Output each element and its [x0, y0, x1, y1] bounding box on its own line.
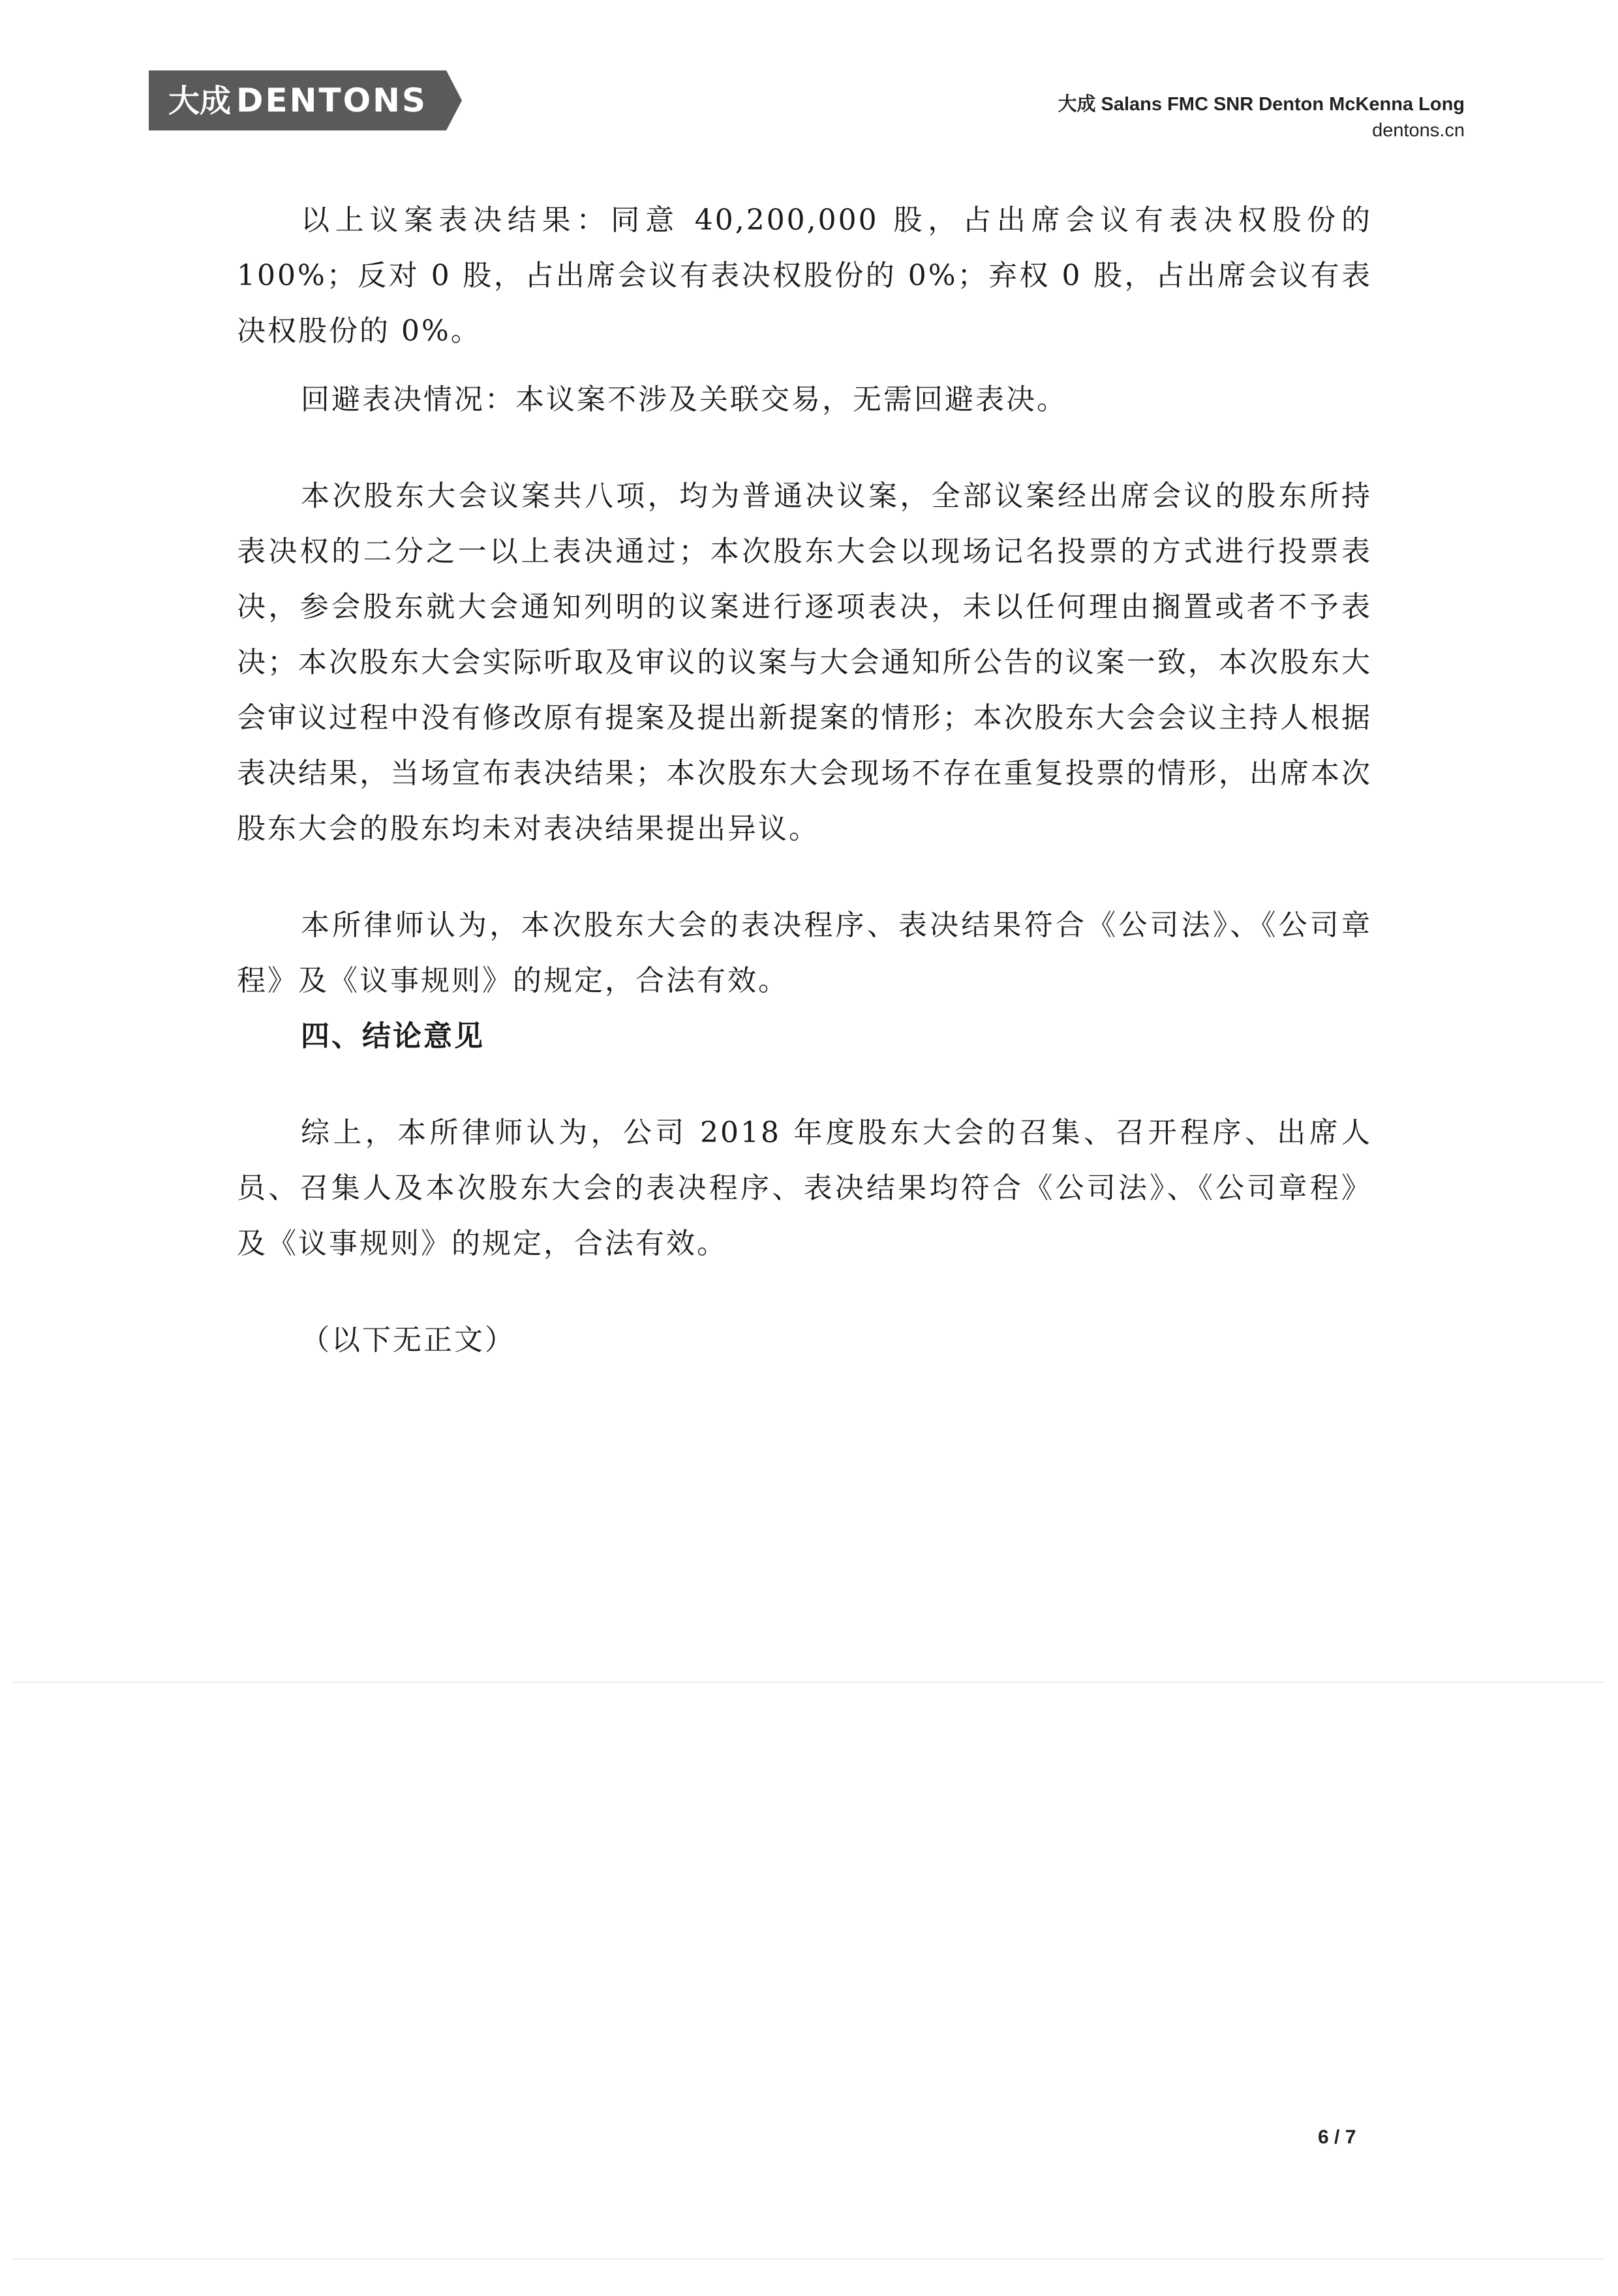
- paragraph-end-note: （以下无正文）: [301, 1323, 515, 1357]
- dentons-logo: [149, 70, 462, 130]
- firm-names: 大成 Salans FMC SNR Denton McKenna Long: [1058, 94, 1465, 115]
- logo-en-text: DENTONS: [236, 82, 427, 119]
- scan-divider-bottom: [13, 2258, 1605, 2259]
- page-number: 6 / 7: [1318, 2126, 1356, 2148]
- scan-divider: [13, 1682, 1605, 1683]
- paragraph-recusal: 回避表决情况：本议案不涉及关联交易，无需回避表决。: [301, 383, 1067, 416]
- logo-text: [168, 70, 427, 130]
- document-body: [237, 192, 1372, 1368]
- website-text: dentons.cn: [1372, 120, 1465, 141]
- logo-cn-text: 大成: [168, 83, 232, 119]
- paragraph-conclusion: 综上，本所律师认为，公司 2018 年度股东大会的召集、召开程序、出席人员、召集人及本次股东大会的表决程序、表决结果均符合《公司法》、《公司章程》及《议事规则》的规定，合法有效。: [237, 1116, 1372, 1260]
- section-heading-conclusion: 四、结论意见: [301, 1020, 485, 1053]
- paragraph-vote-result: 以上议案表决结果：同意 40,200,000 股，占出席会议有表决权股份的 100%；反对 0 股，占出席会议有表决权股份的 0%；弃权 0 股，占出席会议有表决权股份的 0%。: [237, 204, 1372, 348]
- paragraph-meeting-summary: 本次股东大会议案共八项，均为普通决议案，全部议案经出席会议的股东所持表决权的二分之一以上表决通过；本次股东大会以现场记名投票的方式进行投票表决，参会股东就大会通知列明的议案进行逐项表决，未以任何理由搁置或者不予表决；本次股东大会实际听取及审议的议案与大会通知所公告的议案一致，本次股东大会审议过程中没有修改原有提案及提出新提案的情形；本次股东大会会议主持人根据表决结果，当场宣布表决结果；本次股东大会现场不存在重复投票的情形，出席本次股东大会的股东均未对表决结果提出异议。: [237, 479, 1372, 845]
- header-firm-info: [1058, 91, 1465, 144]
- paragraph-lawyer-opinion: 本所律师认为，本次股东大会的表决程序、表决结果符合《公司法》、《公司章程》及《议事规则》的规定，合法有效。: [237, 909, 1372, 997]
